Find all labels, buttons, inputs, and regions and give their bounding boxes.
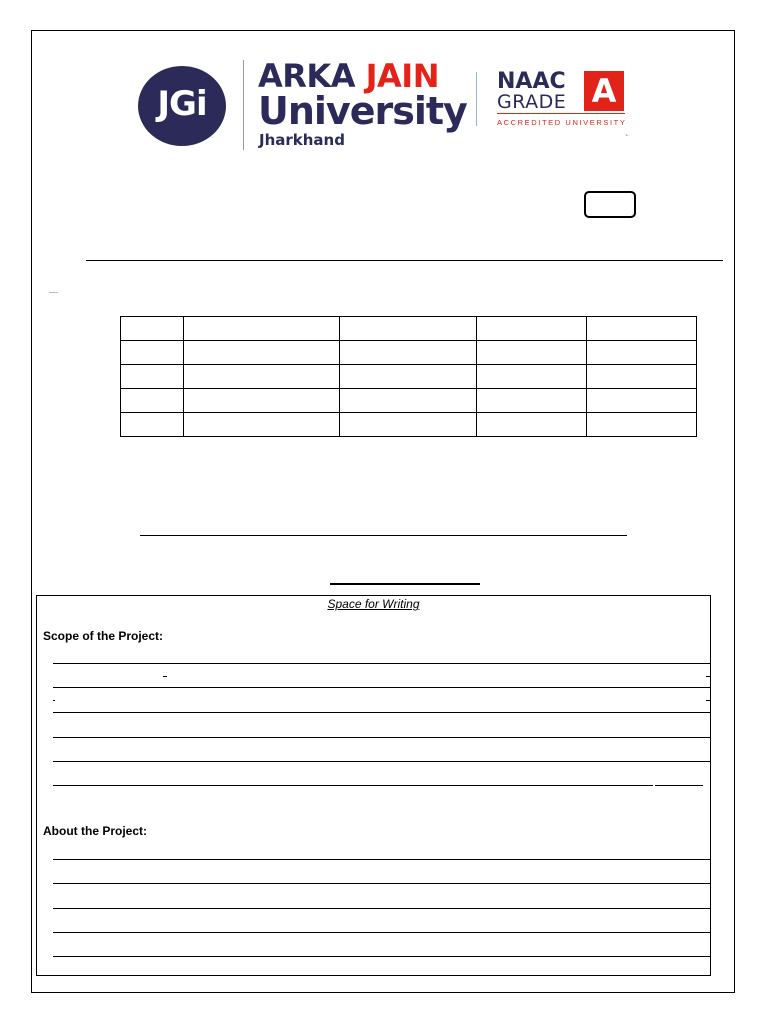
table-cell xyxy=(587,389,697,413)
naac-tagline: ACCREDITED UNIVERSITY xyxy=(497,118,627,127)
scope-line-6[interactable] xyxy=(53,785,653,786)
table-cell xyxy=(587,365,697,389)
scope-line-5[interactable] xyxy=(53,761,710,762)
about-line-4[interactable] xyxy=(53,932,710,933)
details-table xyxy=(120,316,697,437)
naac-label: NAAC xyxy=(497,69,566,94)
table-cell xyxy=(121,341,184,365)
table-cell xyxy=(477,389,587,413)
university-location: Jharkhand xyxy=(259,131,345,149)
table-cell xyxy=(121,317,184,341)
table-cell xyxy=(477,317,587,341)
stray-dash xyxy=(706,676,710,677)
writing-box-title-text: Space for Writing xyxy=(327,597,420,611)
scope-line-4[interactable] xyxy=(53,737,710,738)
university-name-line2: University xyxy=(258,89,467,133)
about-line-2[interactable] xyxy=(53,883,710,884)
jgi-logo xyxy=(138,66,226,146)
scope-line-6-stub xyxy=(655,785,703,786)
table-cell xyxy=(340,413,477,437)
stray-dot xyxy=(53,700,55,701)
about-line-5[interactable] xyxy=(53,956,710,957)
stray-mark: ` xyxy=(625,134,629,145)
header-rule xyxy=(86,260,723,261)
table-cell xyxy=(121,413,184,437)
table-cell xyxy=(184,317,340,341)
table-cell xyxy=(184,365,340,389)
scope-label: Scope of the Project: xyxy=(43,629,164,643)
jgi-logo-text: JGi xyxy=(157,84,207,124)
table-row xyxy=(121,389,697,413)
stray-dash xyxy=(49,292,58,293)
scope-line-2[interactable] xyxy=(53,687,710,688)
table-cell xyxy=(340,389,477,413)
table-cell xyxy=(340,317,477,341)
table-row xyxy=(121,365,697,389)
stray-dash xyxy=(163,676,167,677)
table-cell xyxy=(477,365,587,389)
blank-rounded-box xyxy=(584,191,636,218)
table-cell xyxy=(587,341,697,365)
writing-box-title xyxy=(36,597,711,611)
table-cell xyxy=(184,389,340,413)
naac-grade-badge: A xyxy=(584,71,624,111)
about-line-1[interactable] xyxy=(53,859,710,860)
scope-line-1[interactable] xyxy=(53,663,710,664)
table-row xyxy=(121,317,697,341)
naac-grade-label: GRADE xyxy=(497,91,567,113)
table-cell xyxy=(121,365,184,389)
table-cell xyxy=(340,365,477,389)
table-cell xyxy=(587,317,697,341)
about-line-3[interactable] xyxy=(53,908,710,909)
stray-dash xyxy=(706,700,710,701)
table-cell xyxy=(477,341,587,365)
table-cell xyxy=(340,341,477,365)
table-cell xyxy=(121,389,184,413)
table-cell xyxy=(184,341,340,365)
table-row xyxy=(121,413,697,437)
scope-line-3[interactable] xyxy=(53,712,710,713)
university-name-jain: JAIN xyxy=(365,57,439,95)
naac-rule xyxy=(497,113,625,114)
logo-divider xyxy=(243,60,244,150)
university-name-arka: ARKA xyxy=(258,57,355,95)
table-cell xyxy=(184,413,340,437)
table-cell xyxy=(477,413,587,437)
about-label: About the Project: xyxy=(43,824,147,838)
short-rule xyxy=(330,583,480,585)
table-cell xyxy=(587,413,697,437)
naac-divider xyxy=(476,72,477,126)
table-row xyxy=(121,341,697,365)
signature-line xyxy=(140,535,627,536)
